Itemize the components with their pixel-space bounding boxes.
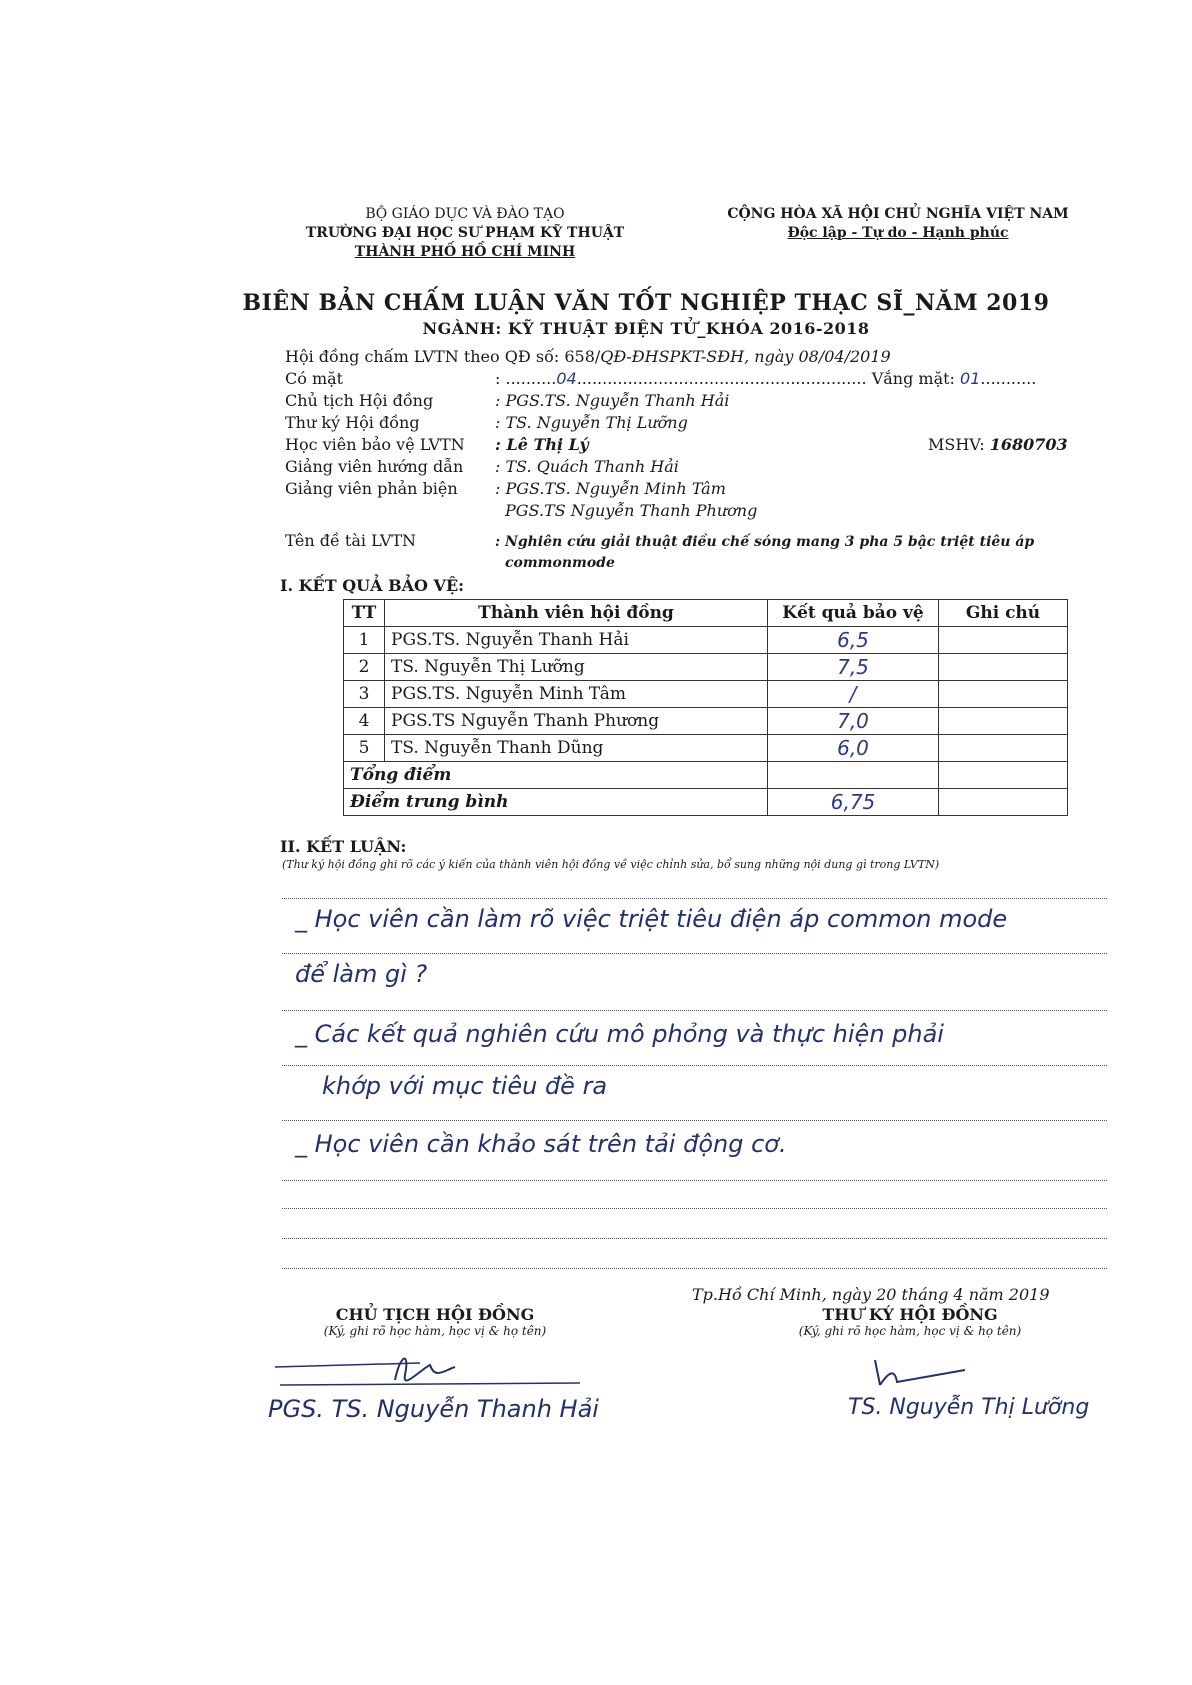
header-note: Ghi chú [939,600,1068,627]
decision-line [285,346,891,368]
ministry-name: BỘ GIÁO DỤC VÀ ĐÀO TẠO [365,206,565,222]
row-score: 6,0 [768,735,939,762]
secretary-label: Thư ký Hội đồng [285,413,420,432]
conclusion-line-5: _ Học viên cần khảo sát trên tải động cơ. [295,1130,787,1158]
student-label: Học viên bảo vệ LVTN [285,435,465,454]
reviewer-value-1: : PGS.TS. Nguyễn Minh Tâm [495,479,726,498]
advisor-value: : TS. Quách Thanh Hải [495,457,679,476]
total-value [768,762,939,789]
row-tt: 1 [344,627,385,654]
average-label: Điểm trung bình [344,789,768,816]
absent-value: 01 [960,369,981,388]
city-name: THÀNH PHỐ HỒ CHÍ MINH [354,244,576,260]
secretary-signed-name: TS. Nguyễn Thị Lưỡng [848,1395,1090,1420]
secretary-value: : TS. Nguyễn Thị Lưỡng [495,413,688,432]
secretary-sign-instruction: (Ký, ghi rõ học hàm, học vị & họ tên) [798,1324,1022,1338]
section-conclusion-heading: II. KẾT LUẬN: [280,837,407,856]
chair-signature-block [280,1305,590,1338]
row-score: 7,0 [768,708,939,735]
national-motto: Độc lập - Tự do - Hạnh phúc [787,225,1009,241]
writing-line [282,898,1107,899]
mshv-line [928,434,1068,456]
row-note [939,681,1068,708]
advisor-line [285,456,679,478]
topic-value-1: : Nghiên cứu giải thuật điều chế sóng mang 3 pha 5 bậc triệt tiêu áp [495,534,1035,550]
reviewer-line [285,478,726,500]
row-member: TS. Nguyễn Thị Lưỡng [385,654,768,681]
secretary-signature-block [760,1305,1060,1338]
average-value: 6,75 [768,789,939,816]
row-member: PGS.TS Nguyễn Thanh Phương [385,708,768,735]
results-table [343,599,1068,816]
decision-value: QĐ-ĐHSPKT-SĐH, ngày 08/04/2019 [600,347,891,366]
table-row [344,681,1068,708]
writing-line [282,1268,1107,1269]
row-member: TS. Nguyễn Thanh Dũng [385,735,768,762]
writing-line [282,1238,1107,1239]
chair-line [285,390,729,412]
chair-sign-instruction: (Ký, ghi rõ học hàm, học vị & họ tên) [323,1324,547,1338]
attendance-line: Có mặt : ..........04......................................................... Vắng mặt: 01........... [285,369,1037,388]
section-results-heading: I. KẾT QUẢ BẢO VỆ: [280,576,465,595]
mshv-label: MSHV: [928,435,990,454]
student-value: : Lê Thị Lý [495,435,589,454]
header-tt: TT [344,600,385,627]
chair-label: Chủ tịch Hội đồng [285,391,434,410]
present-value: 04 [556,369,577,388]
total-note [939,762,1068,789]
conclusion-instruction: (Thư ký hội đồng ghi rõ các ý kiến của thành viên hội đồng về việc chỉnh sửa, bổ sung những nội dung gì trong LVTN) [282,858,940,871]
document-subtitle: NGÀNH: KỸ THUẬT ĐIỆN TỬ_KHÓA 2016-2018 [422,319,870,338]
topic-value-2: commonmode [505,555,615,571]
row-score: / [768,681,939,708]
row-tt: 2 [344,654,385,681]
chair-value: : PGS.TS. Nguyễn Thanh Hải [495,391,730,410]
absent-label: Vắng mặt: [871,369,955,388]
secretary-sign-title: THƯ KÝ HỘI ĐỒNG [822,1305,998,1324]
row-tt: 5 [344,735,385,762]
conclusion-line-3: _ Các kết quả nghiên cứu mô phỏng và thực hiện phải [295,1020,944,1048]
row-note [939,735,1068,762]
writing-line [282,953,1107,954]
writing-line [282,1180,1107,1181]
row-score: 6,5 [768,627,939,654]
row-score: 7,5 [768,654,939,681]
reviewer-value-2: PGS.TS Nguyễn Thanh Phương [505,501,758,520]
chair-sign-title: CHỦ TỊCH HỘI ĐỒNG [335,1305,535,1324]
decision-label: Hội đồng chấm LVTN theo QĐ số: 658/ [285,347,601,366]
row-tt: 4 [344,708,385,735]
total-row [344,762,1068,789]
conclusion-line-2: để làm gì ? [295,960,428,988]
place-date: Tp.Hồ Chí Minh, ngày 20 tháng 4 năm 2019 [692,1285,1050,1304]
writing-line [282,1065,1107,1066]
document-title: BIÊN BẢN CHẤM LUẬN VĂN TỐT NGHIỆP THẠC SĨ_NĂM 2019 [242,290,1050,316]
reviewer-label: Giảng viên phản biện [285,479,458,498]
secretary-line [285,412,688,434]
topic-line [285,530,1034,553]
student-line [285,434,589,456]
row-note [939,627,1068,654]
table-row [344,735,1068,762]
national-header [718,205,1078,243]
republic-name: CỘNG HÒA XÃ HỘI CHỦ NGHĨA VIỆT NAM [727,206,1069,222]
writing-line [282,1120,1107,1121]
advisor-label: Giảng viên hướng dẫn [285,457,464,476]
institution-header [280,205,650,262]
table-row [344,654,1068,681]
conclusion-line-1: _ Học viên cần làm rõ việc triệt tiêu điện áp common mode [295,905,1008,933]
row-member: PGS.TS. Nguyễn Thanh Hải [385,627,768,654]
row-note [939,708,1068,735]
mshv-value: 1680703 [989,435,1068,454]
conclusion-line-4: khớp với mục tiêu đề ra [322,1072,608,1100]
total-label: Tổng điểm [344,762,768,789]
table-row [344,627,1068,654]
writing-line [282,1010,1107,1011]
present-label: Có mặt [285,369,344,388]
topic-label: Tên đề tài LVTN [285,531,417,550]
average-note [939,789,1068,816]
secretary-signature-icon [855,1350,975,1400]
row-tt: 3 [344,681,385,708]
header-member: Thành viên hội đồng [385,600,768,627]
writing-line [282,1208,1107,1209]
university-name: TRƯỜNG ĐẠI HỌC SƯ PHẠM KỸ THUẬT [305,225,625,241]
row-note [939,654,1068,681]
header-score: Kết quả bảo vệ [768,600,939,627]
table-row [344,708,1068,735]
average-row [344,789,1068,816]
row-member: PGS.TS. Nguyễn Minh Tâm [385,681,768,708]
table-header-row [344,600,1068,627]
chair-signed-name: PGS. TS. Nguyễn Thanh Hải [268,1395,599,1423]
